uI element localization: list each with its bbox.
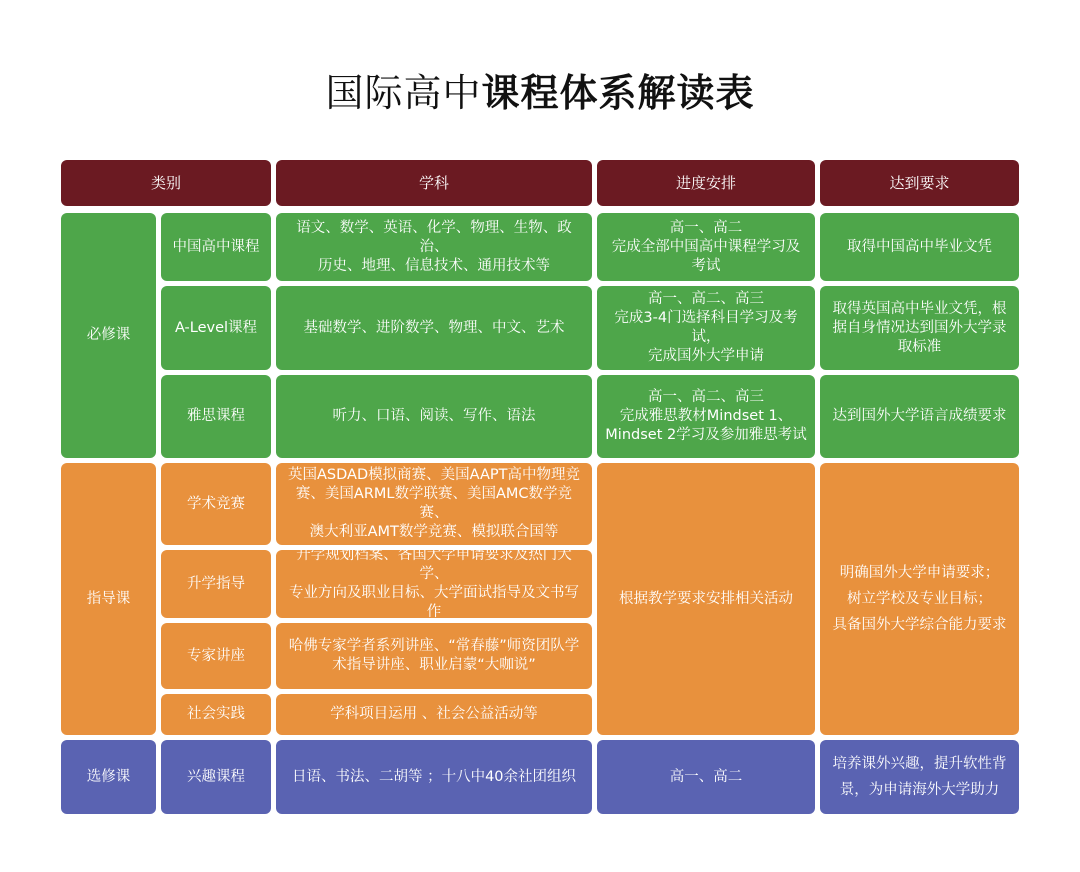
course-requirement: 取得中国高中毕业文凭	[820, 213, 1019, 281]
course-schedule: 高一、高二 完成全部中国高中课程学习及 考试	[597, 213, 815, 281]
title-bold: 课程体系解读表	[481, 71, 755, 115]
course-name: 兴趣课程	[161, 740, 271, 814]
header-requirement: 达到要求	[820, 160, 1019, 206]
group-elective: 选修课	[61, 740, 156, 814]
course-name: 雅思课程	[161, 375, 271, 458]
course-subjects: 语文、数学、英语、化学、物理、生物、政治、 历史、地理、信息技术、通用技术等	[276, 213, 592, 281]
course-schedule: 高一、高二	[597, 740, 815, 814]
course-subjects: 哈佛专家学者系列讲座、“常春藤”师资团队学 术指导讲座、职业启蒙“大咖说”	[276, 623, 592, 689]
header-schedule: 进度安排	[597, 160, 815, 206]
course-requirement: 取得英国高中毕业文凭，根 据自身情况达到国外大学录 取标准	[820, 286, 1019, 370]
course-subjects: 基础数学、进阶数学、物理、中文、艺术	[276, 286, 592, 370]
course-name: A-Level课程	[161, 286, 271, 370]
header-category: 类别	[61, 160, 271, 206]
course-subjects: 升学规划档案、各国大学申请要求及热门大学、 专业方向及职业目标、大学面试指导及文书写作	[276, 550, 592, 618]
group-guidance: 指导课	[61, 463, 156, 735]
guidance-requirement: 明确国外大学申请要求； 树立学校及专业目标； 具备国外大学综合能力要求	[820, 463, 1019, 735]
course-name: 专家讲座	[161, 623, 271, 689]
page-title	[0, 62, 1080, 117]
course-requirement: 培养课外兴趣，提升软性背 景，为申请海外大学助力	[820, 740, 1019, 814]
header-subject: 学科	[276, 160, 592, 206]
guidance-schedule: 根据教学要求安排相关活动	[597, 463, 815, 735]
course-requirement: 达到国外大学语言成绩要求	[820, 375, 1019, 458]
course-subjects: 学科项目运用 、社会公益活动等	[276, 694, 592, 735]
course-schedule: 高一、高二、高三 完成雅思教材Mindset 1、 Mindset 2学习及参加雅思考试	[597, 375, 815, 458]
course-subjects: 听力、口语、阅读、写作、语法	[276, 375, 592, 458]
course-subjects: 英国ASDAD模拟商赛、美国AAPT高中物理竞 赛、美国ARML数学联赛、美国AMC数学竞赛、 澳大利亚AMT数学竞赛、模拟联合国等	[276, 463, 592, 545]
title-normal: 国际高中	[325, 71, 482, 115]
course-name: 社会实践	[161, 694, 271, 735]
course-name: 学术竞赛	[161, 463, 271, 545]
course-name: 升学指导	[161, 550, 271, 618]
course-schedule: 高一、高二、高三 完成3-4门选择科目学习及考试， 完成国外大学申请	[597, 286, 815, 370]
course-subjects: 日语、书法、二胡等 ；十八中40余社团组织	[276, 740, 592, 814]
group-required: 必修课	[61, 213, 156, 458]
course-name: 中国高中课程	[161, 213, 271, 281]
